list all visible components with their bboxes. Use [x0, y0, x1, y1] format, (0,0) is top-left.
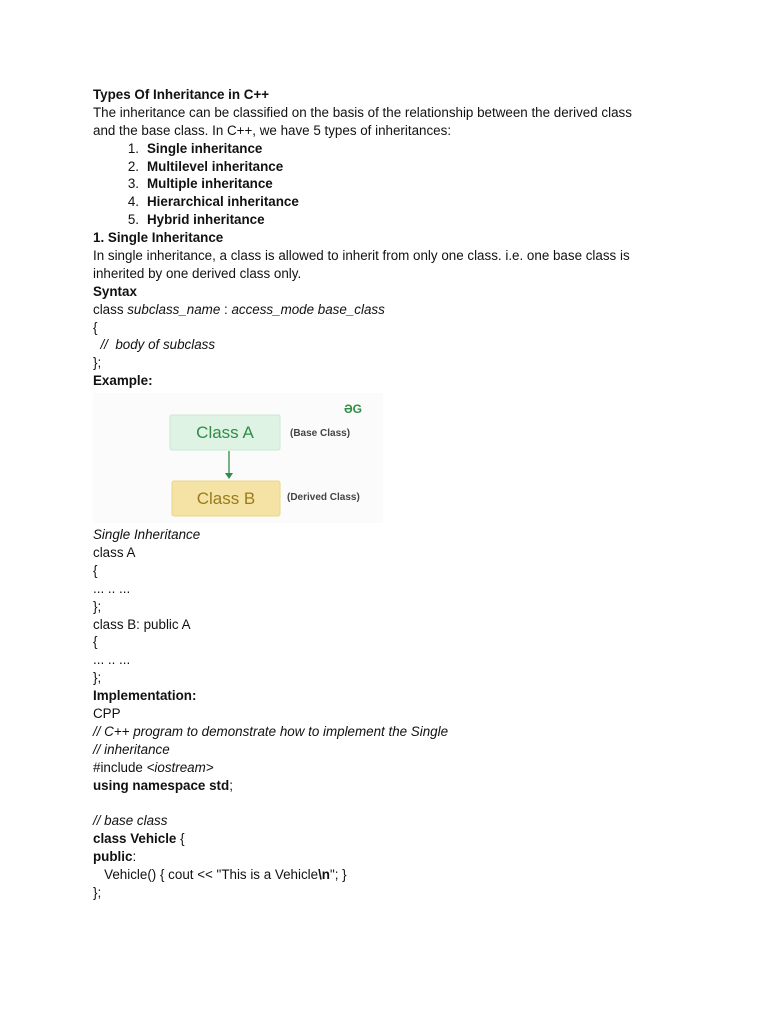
list-item: 2. Multilevel inheritance: [127, 158, 284, 174]
list-item: 1. Single inheritance: [127, 140, 263, 156]
inheritance-types-list: [93, 140, 683, 229]
code-line: {: [93, 634, 98, 650]
syntax-line: class subclass_name : access_mode base_class: [93, 301, 385, 317]
code-line: class B: public A: [93, 616, 191, 632]
code-include: #include <iostream>: [93, 759, 214, 775]
code-comment: // C++ program to demonstrate how to implement the Single: [93, 723, 449, 739]
code-line: ... .. ...: [93, 580, 131, 596]
blank-line: [93, 795, 683, 813]
list-item: 4. Hierarchical inheritance: [127, 194, 299, 210]
code-line: class A: [93, 545, 136, 561]
inheritance-diagram: [93, 393, 383, 523]
code-line: };: [93, 598, 102, 614]
section-description: In single inheritance, a class is allowed to inherit from only one class. i.e. one base class is: [93, 248, 630, 264]
example-heading: Example:: [93, 373, 153, 389]
document-content: [93, 86, 683, 902]
class-a-note: (Base Class): [290, 428, 351, 440]
class-b-note: (Derived Class): [287, 492, 360, 504]
code-class-declaration: class Vehicle {: [93, 831, 185, 847]
code-public: public:: [93, 849, 137, 865]
section-description-cont: inherited by one derived class only.: [93, 265, 302, 281]
implementation-heading: Implementation:: [93, 688, 197, 704]
intro-text-cont: and the base class. In C++, we have 5 types of inheritances:: [93, 122, 452, 138]
intro-text: The inheritance can be classified on the basis of the relationship between the derived class: [93, 104, 632, 120]
code-constructor: Vehicle() { cout << "This is a Vehicle\n"; }: [93, 867, 347, 883]
code-line: {: [93, 562, 98, 578]
page-title: Types Of Inheritance in C++: [93, 87, 270, 102]
syntax-close-brace: };: [93, 355, 102, 371]
syntax-heading: Syntax: [93, 283, 137, 299]
list-item: 5. Hybrid inheritance: [127, 212, 265, 228]
code-line: };: [93, 670, 102, 686]
class-b-label: Class B: [196, 489, 256, 509]
code-class-end: };: [93, 884, 102, 900]
code-example: [93, 544, 683, 687]
code-comment: // base class: [93, 813, 168, 829]
language-label: CPP: [93, 706, 121, 722]
code-line: ... .. ...: [93, 652, 131, 668]
syntax-open-brace: {: [93, 319, 98, 335]
code-comment: // inheritance: [93, 741, 170, 757]
class-a-label: Class A: [196, 423, 254, 443]
diagram-caption: Single Inheritance: [93, 527, 201, 543]
code-using: using namespace std;: [93, 777, 233, 793]
inheritance-diagram-svg: [93, 393, 383, 523]
brand-logo: ƏG: [343, 402, 363, 417]
syntax-comment: // body of subclass: [93, 337, 216, 353]
list-item: 3. Multiple inheritance: [127, 176, 273, 192]
section-heading: 1. Single Inheritance: [93, 230, 224, 246]
